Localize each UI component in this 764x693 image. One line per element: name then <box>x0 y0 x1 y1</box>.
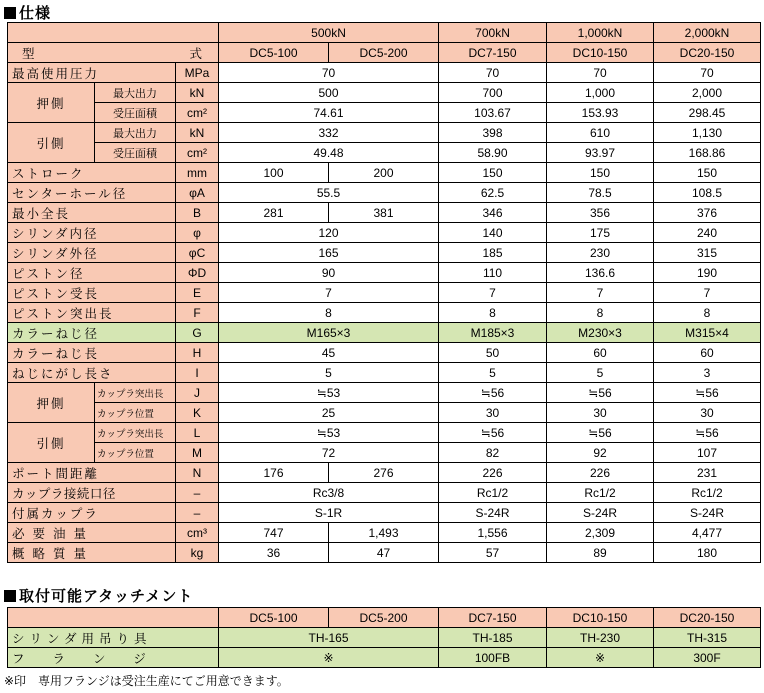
row-label: 最高使用圧力 <box>8 63 176 83</box>
cell-value: 49.48 <box>219 143 439 163</box>
row-label: ストローク <box>8 163 176 183</box>
row-unit: L <box>176 423 219 443</box>
row-unit: H <box>176 343 219 363</box>
table-row <box>8 123 761 143</box>
cell-value: 276 <box>329 463 439 483</box>
table-row <box>8 183 761 203</box>
header-2000kn: 2,000kN <box>654 23 761 43</box>
table-row <box>8 503 761 523</box>
cell-value: M230×3 <box>547 323 654 343</box>
cell-value: TH-165 <box>219 628 439 648</box>
cell-value: 89 <box>547 543 654 563</box>
row-label: カップラ突出長 <box>95 423 176 443</box>
spec-title-text: 仕様 <box>19 4 52 22</box>
attach-header-blank <box>8 608 219 628</box>
cell-value: ≒53 <box>219 423 439 443</box>
cell-value: 610 <box>547 123 654 143</box>
row-label: カラーねじ径 <box>8 323 176 343</box>
row-unit: φC <box>176 243 219 263</box>
table-row <box>8 103 761 123</box>
cell-value: 226 <box>547 463 654 483</box>
cell-value: M315×4 <box>654 323 761 343</box>
header-500kn: 500kN <box>219 23 439 43</box>
cell-value: 150 <box>547 163 654 183</box>
header-1000kn: 1,000kN <box>547 23 654 43</box>
row-label: 最大出力 <box>95 83 176 103</box>
table-row <box>8 263 761 283</box>
cell-value: S-24R <box>439 503 547 523</box>
cell-value: Rc1/2 <box>654 483 761 503</box>
table-row <box>8 283 761 303</box>
row-label: カラーねじ長 <box>8 343 176 363</box>
cell-value: ≒53 <box>219 383 439 403</box>
attach-section-title <box>4 585 193 606</box>
spec-section-title <box>4 2 51 23</box>
row-unit: B <box>176 203 219 223</box>
cell-value: 62.5 <box>439 183 547 203</box>
cell-value: 150 <box>654 163 761 183</box>
cell-value: S-24R <box>547 503 654 523</box>
row-unit: cm³ <box>176 523 219 543</box>
model-dc10-150: DC10-150 <box>547 43 654 63</box>
type-label-b: 式 <box>189 45 205 61</box>
table-row <box>8 483 761 503</box>
row-unit: cm² <box>176 103 219 123</box>
table-row <box>8 628 761 648</box>
row-unit: φ <box>176 223 219 243</box>
cell-value: 315 <box>654 243 761 263</box>
table-row <box>8 323 761 343</box>
cell-value: 356 <box>547 203 654 223</box>
row-label: ピストン突出長 <box>8 303 176 323</box>
cell-value: 200 <box>329 163 439 183</box>
row-unit: J <box>176 383 219 403</box>
cell-value: 47 <box>329 543 439 563</box>
row-label: 最小全長 <box>8 203 176 223</box>
row-label: ポート間距離 <box>8 463 176 483</box>
cell-value: Rc1/2 <box>439 483 547 503</box>
row-label: 最大出力 <box>95 123 176 143</box>
cell-value: 8 <box>547 303 654 323</box>
row-unit: N <box>176 463 219 483</box>
push-side-label: 押側 <box>8 83 95 123</box>
cell-value: 136.6 <box>547 263 654 283</box>
table-row <box>8 223 761 243</box>
cell-value: 3 <box>654 363 761 383</box>
cell-value: ≒56 <box>547 383 654 403</box>
table-row <box>8 403 761 423</box>
row-unit: kN <box>176 123 219 143</box>
cell-value: 230 <box>547 243 654 263</box>
row-unit: M <box>176 443 219 463</box>
cell-value: 70 <box>547 63 654 83</box>
cell-value: 45 <box>219 343 439 363</box>
table-row <box>8 463 761 483</box>
cell-value: TH-185 <box>439 628 547 648</box>
cell-value: 5 <box>439 363 547 383</box>
table-row <box>8 443 761 463</box>
cell-value: 120 <box>219 223 439 243</box>
cell-value: ≒56 <box>547 423 654 443</box>
cell-value: TH-230 <box>547 628 654 648</box>
table-row <box>8 363 761 383</box>
cell-value: 70 <box>439 63 547 83</box>
row-label: 受圧面積 <box>95 143 176 163</box>
model-dc10-150: DC10-150 <box>547 608 654 628</box>
cell-value: 165 <box>219 243 439 263</box>
type-label <box>8 43 219 63</box>
table-row <box>8 203 761 223</box>
cell-value: 2,309 <box>547 523 654 543</box>
cell-value: 376 <box>654 203 761 223</box>
row-label: 必要油量 <box>8 523 176 543</box>
model-dc5-100: DC5-100 <box>219 608 329 628</box>
cell-value: 107 <box>654 443 761 463</box>
row-unit: kg <box>176 543 219 563</box>
row-label: シリンダ用吊り具 <box>8 628 219 648</box>
model-dc7-150: DC7-150 <box>439 43 547 63</box>
cell-value: 57 <box>439 543 547 563</box>
row-unit: G <box>176 323 219 343</box>
cell-value: Rc3/8 <box>219 483 439 503</box>
model-dc5-200: DC5-200 <box>329 43 439 63</box>
cell-value: 240 <box>654 223 761 243</box>
cell-value: 153.93 <box>547 103 654 123</box>
cell-value: 140 <box>439 223 547 243</box>
cell-value: 332 <box>219 123 439 143</box>
cell-value: TH-315 <box>654 628 761 648</box>
row-unit: mm <box>176 163 219 183</box>
cell-value: 500 <box>219 83 439 103</box>
row-label: ピストン径 <box>8 263 176 283</box>
cell-value: 346 <box>439 203 547 223</box>
cell-value: 70 <box>219 63 439 83</box>
cell-value: 7 <box>654 283 761 303</box>
cell-value: 7 <box>547 283 654 303</box>
cell-value: 100 <box>219 163 329 183</box>
row-label: カップラ位置 <box>95 443 176 463</box>
cell-value: 30 <box>439 403 547 423</box>
cell-value: 100FB <box>439 648 547 668</box>
cell-value: 5 <box>219 363 439 383</box>
cell-value: 50 <box>439 343 547 363</box>
cell-value: 90 <box>219 263 439 283</box>
cell-value: 281 <box>219 203 329 223</box>
cell-value: 381 <box>329 203 439 223</box>
cell-value: 36 <box>219 543 329 563</box>
row-label: 付属カップラ <box>8 503 176 523</box>
row-label: ピストン受長 <box>8 283 176 303</box>
cell-value: 168.86 <box>654 143 761 163</box>
table-row <box>8 648 761 668</box>
header-capacity-row <box>8 23 761 43</box>
row-unit: MPa <box>176 63 219 83</box>
cell-value: 300F <box>654 648 761 668</box>
table-row <box>8 83 761 103</box>
cell-value: Rc1/2 <box>547 483 654 503</box>
cell-value: 8 <box>654 303 761 323</box>
table-row <box>8 63 761 83</box>
type-label-a: 型 <box>22 45 37 61</box>
row-unit: cm² <box>176 143 219 163</box>
cell-value: 7 <box>219 283 439 303</box>
table-row <box>8 243 761 263</box>
row-label: 概略質量 <box>8 543 176 563</box>
cell-value: ※ <box>547 648 654 668</box>
cell-value: 175 <box>547 223 654 243</box>
pull-side-label: 引側 <box>8 123 95 163</box>
cell-value: 8 <box>439 303 547 323</box>
cell-value: 1,556 <box>439 523 547 543</box>
cell-value: 700 <box>439 83 547 103</box>
row-label: カップラ位置 <box>95 403 176 423</box>
attach-header-row <box>8 608 761 628</box>
cell-value: 176 <box>219 463 329 483</box>
cell-value: 4,477 <box>654 523 761 543</box>
cell-value: ≒56 <box>439 383 547 403</box>
cell-value: ≒56 <box>439 423 547 443</box>
row-label: ねじにがし長さ <box>8 363 176 383</box>
attach-title-text: 取付可能アタッチメント <box>19 587 194 605</box>
cell-value: 72 <box>219 443 439 463</box>
cell-value: 103.67 <box>439 103 547 123</box>
header-model-row <box>8 43 761 63</box>
table-row <box>8 163 761 183</box>
cell-value: 7 <box>439 283 547 303</box>
cell-value: 226 <box>439 463 547 483</box>
cell-value: 74.61 <box>219 103 439 123</box>
cell-value: 8 <box>219 303 439 323</box>
model-dc20-150: DC20-150 <box>654 608 761 628</box>
row-label: シリンダ外径 <box>8 243 176 263</box>
row-label: シリンダ内径 <box>8 223 176 243</box>
cell-value: ≒56 <box>654 423 761 443</box>
cell-value: 70 <box>654 63 761 83</box>
push-side-label: 押側 <box>8 383 95 423</box>
cell-value: S-1R <box>219 503 439 523</box>
cell-value: 190 <box>654 263 761 283</box>
header-blank <box>8 23 219 43</box>
cell-value: 1,130 <box>654 123 761 143</box>
cell-value: M165×3 <box>219 323 439 343</box>
cell-value: 231 <box>654 463 761 483</box>
footnote: ※印 専用フランジは受注生産にてご用意できます。 <box>4 674 289 688</box>
attachment-table <box>7 607 761 668</box>
cell-value: ※ <box>219 648 439 668</box>
row-label: 受圧面積 <box>95 103 176 123</box>
row-label: フランジ <box>8 648 219 668</box>
table-row <box>8 543 761 563</box>
row-label: カップラ突出長 <box>95 383 176 403</box>
cell-value: 5 <box>547 363 654 383</box>
row-label: センターホール径 <box>8 183 176 203</box>
row-unit: I <box>176 363 219 383</box>
row-unit: φA <box>176 183 219 203</box>
model-dc7-150: DC7-150 <box>439 608 547 628</box>
cell-value: 60 <box>654 343 761 363</box>
table-row <box>8 423 761 443</box>
model-dc20-150: DC20-150 <box>654 43 761 63</box>
cell-value: 93.97 <box>547 143 654 163</box>
row-unit: F <box>176 303 219 323</box>
model-dc5-100: DC5-100 <box>219 43 329 63</box>
row-unit: E <box>176 283 219 303</box>
cell-value: 180 <box>654 543 761 563</box>
cell-value: 82 <box>439 443 547 463</box>
cell-value: 398 <box>439 123 547 143</box>
pull-side-label: 引側 <box>8 423 95 463</box>
cell-value: 25 <box>219 403 439 423</box>
table-row <box>8 383 761 403</box>
row-unit: kN <box>176 83 219 103</box>
table-row <box>8 343 761 363</box>
cell-value: 110 <box>439 263 547 283</box>
table-row <box>8 303 761 323</box>
cell-value: 30 <box>547 403 654 423</box>
cell-value: 58.90 <box>439 143 547 163</box>
cell-value: 150 <box>439 163 547 183</box>
row-unit: – <box>176 483 219 503</box>
cell-value: 60 <box>547 343 654 363</box>
row-unit: ΦD <box>176 263 219 283</box>
header-700kn: 700kN <box>439 23 547 43</box>
table-row <box>8 143 761 163</box>
row-unit: K <box>176 403 219 423</box>
cell-value: 298.45 <box>654 103 761 123</box>
cell-value: 1,000 <box>547 83 654 103</box>
cell-value: 92 <box>547 443 654 463</box>
model-dc5-200: DC5-200 <box>329 608 439 628</box>
row-label: カップラ接続口径 <box>8 483 176 503</box>
spec-table <box>7 22 761 563</box>
table-row <box>8 523 761 543</box>
row-unit: – <box>176 503 219 523</box>
cell-value: M185×3 <box>439 323 547 343</box>
cell-value: 78.5 <box>547 183 654 203</box>
cell-value: 185 <box>439 243 547 263</box>
cell-value: ≒56 <box>654 383 761 403</box>
cell-value: 108.5 <box>654 183 761 203</box>
cell-value: 2,000 <box>654 83 761 103</box>
cell-value: 747 <box>219 523 329 543</box>
cell-value: S-24R <box>654 503 761 523</box>
cell-value: 1,493 <box>329 523 439 543</box>
cell-value: 30 <box>654 403 761 423</box>
cell-value: 55.5 <box>219 183 439 203</box>
